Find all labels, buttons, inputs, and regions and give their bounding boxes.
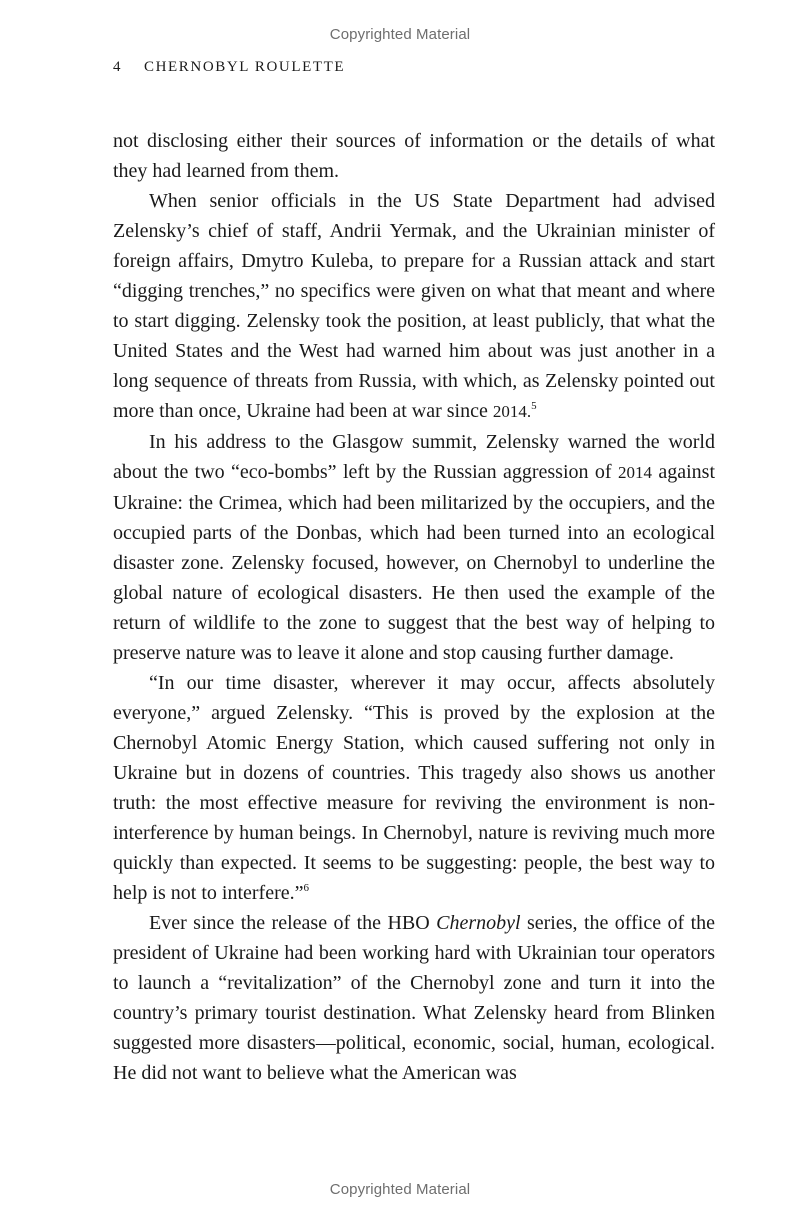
year-2014: 2014 [617, 463, 652, 482]
footnote-ref-6: 6 [303, 882, 309, 894]
paragraph-5-text-end: series, the office of the president of Ukraine had been working hard with Ukrainian tour operators to launch a “revitalization” of the Chernobyl zone and turn it into the country’s primary tourist destination. What Zelensky heard from Blinken suggested more disasters—political, economic, social, human, ecological. He did not want to believe what the American was [113, 912, 716, 1084]
paragraph-5-text-start: Ever since the release of the HBO [149, 912, 430, 934]
body-text [113, 126, 715, 1088]
series-title: Chernobyl [436, 912, 521, 934]
paragraph-5 [113, 908, 715, 1088]
paragraph-1: not disclosing either their sources of information or the details of what they had learned from them. [113, 130, 715, 182]
page-number: 4 [113, 59, 121, 75]
running-head [113, 59, 345, 76]
year-2014: 2014. [492, 402, 532, 421]
paragraph-4 [113, 668, 715, 908]
paragraph-4-text: “In our time disaster, wherever it may occur, affects absolutely everyone,” argued Zelensky. “This is proved by the explosion at the Chernobyl Atomic Energy Station, which caused suffering not only in Ukraine but in dozens of countries. This tragedy also shows us another truth: the most effective measure for reviving the environment is noninterference by human beings. In Chernobyl, nature is reviving much more quickly than expected. It seems to be suggesting: people, the best way to help is not to interfere.” [113, 672, 715, 904]
copyright-watermark-top: Copyrighted Material [329, 26, 471, 43]
paragraph-2-text: When senior officials in the US State Department had advised Zelensky’s chief of staff, Andrii Yermak, and the Ukrainian minister of foreign affairs, Dmytro Kuleba, to prepare for a Russian attack and start “digging trenches,” no specifics were given on what that meant and where to start digging. Zelensky took the position, at least publicly, that what the United States and the West had warned him about was just another in a long sequence of threats from Russia, with which, as Zelensky pointed out more than once, Ukraine had been at war since [113, 190, 715, 422]
copyright-watermark-bottom: Copyrighted Material [329, 1181, 471, 1198]
paragraph-2 [113, 186, 715, 427]
footnote-ref-5: 5 [531, 400, 537, 412]
book-title: CHERNOBYL ROULETTE [144, 59, 346, 75]
paragraph-3-text-end: against Ukraine: the Crimea, which had been militarized by the occupiers, and the occupied parts of the Donbas, which had been turned into an ecological disaster zone. Zelensky focused, however, on Chernobyl to underline the global nature of ecological disasters. He then used the example of the return of wildlife to the zone to suggest that the best way of helping to preserve nature was to leave it alone and stop causing further damage. [113, 461, 716, 664]
paragraph-3-text-start: In his address to the Glasgow summit, Zelensky warned the world about the two “eco-bombs” left by the Russian aggression of [113, 431, 715, 483]
paragraph-3 [113, 427, 715, 668]
